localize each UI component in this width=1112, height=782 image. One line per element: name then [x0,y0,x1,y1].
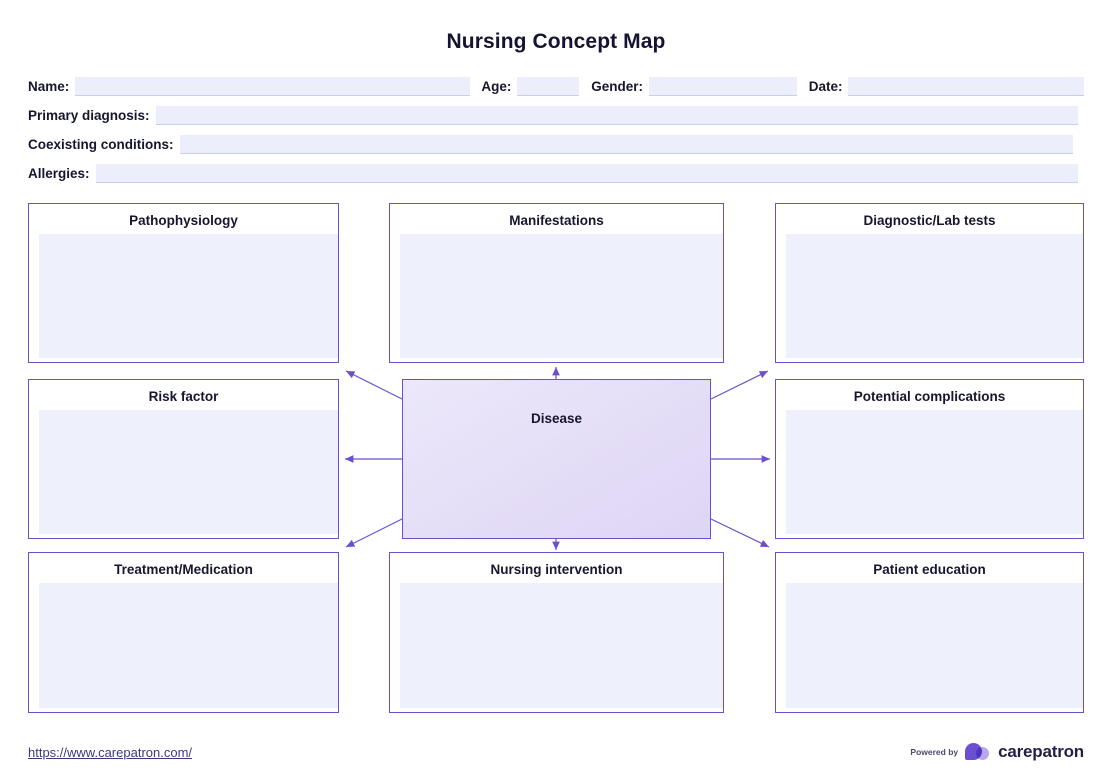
box-nursing-intervention [389,552,724,713]
box-input-treatment-medication[interactable] [39,583,338,708]
coexisting-conditions-input[interactable] [180,135,1073,154]
box-risk-factor [28,379,339,539]
box-input-patient-education[interactable] [786,583,1083,708]
box-treatment-medication [28,552,339,713]
gender-input[interactable] [649,77,797,96]
box-input-potential-complications[interactable] [786,410,1083,534]
footer [28,742,1084,762]
brand-name: carepatron [998,742,1084,761]
form-row-identity [28,77,1084,96]
box-patient-education [775,552,1084,713]
box-title-pathophysiology: Pathophysiology [129,213,238,228]
box-title-treatment-medication: Treatment/Medication [114,562,253,577]
allergies-input[interactable] [96,164,1078,183]
coexisting-conditions-label: Coexisting conditions: [28,137,174,152]
box-pathophysiology [28,203,339,363]
primary-diagnosis-label: Primary diagnosis: [28,108,150,123]
box-disease[interactable] [402,379,711,539]
carepatron-logo-icon [965,742,991,762]
page-title: Nursing Concept Map [446,30,666,53]
box-title-manifestations: Manifestations [509,213,604,228]
age-input[interactable] [517,77,579,96]
box-title-diagnostic-lab-tests: Diagnostic/Lab tests [863,213,996,228]
box-diagnostic-lab-tests [775,203,1084,363]
box-manifestations [389,203,724,363]
concept-map [28,203,1084,713]
brand-lockup [910,742,1084,762]
form-row-allergies [28,164,1084,183]
allergies-label: Allergies: [28,166,90,181]
box-input-nursing-intervention[interactable] [400,583,723,708]
box-title-risk-factor: Risk factor [148,389,219,404]
carepatron-link[interactable]: https://www.carepatron.com/ [28,744,193,760]
powered-by-label: Powered by [910,747,959,757]
gender-label: Gender: [591,79,643,94]
name-input[interactable] [75,77,469,96]
date-input[interactable] [848,77,1084,96]
box-input-diagnostic-lab-tests[interactable] [786,234,1083,358]
box-input-risk-factor[interactable] [39,410,338,534]
name-label: Name: [28,79,70,94]
box-title-nursing-intervention: Nursing intervention [490,562,623,577]
box-title-disease: Disease [530,411,583,426]
date-label: Date: [808,79,843,94]
patient-info-form [28,77,1084,183]
box-title-potential-complications: Potential complications [853,389,1006,404]
box-input-manifestations[interactable] [400,234,723,358]
primary-diagnosis-input[interactable] [156,106,1078,125]
age-label: Age: [481,79,512,94]
form-row-coexisting-conditions [28,135,1084,154]
form-row-primary-diagnosis [28,106,1084,125]
box-potential-complications [775,379,1084,539]
box-input-pathophysiology[interactable] [39,234,338,358]
box-title-patient-education: Patient education [873,562,986,577]
